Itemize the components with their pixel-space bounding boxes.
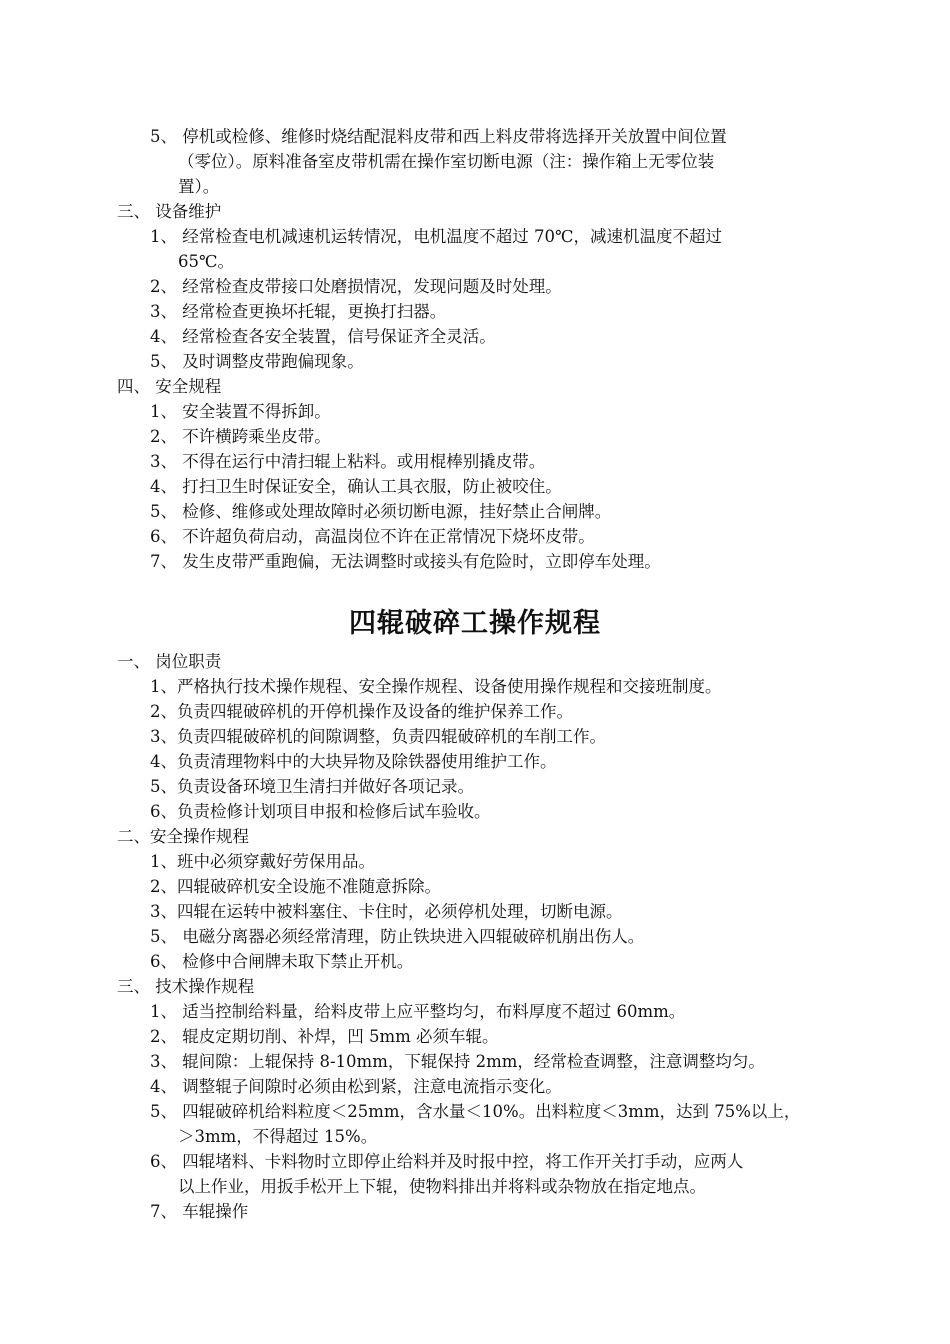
section-heading: 一、 岗位职责: [117, 652, 222, 671]
list-item-continuation: ＞3mm，不得超过 15%。: [178, 1127, 378, 1146]
list-item-continuation: （零位）。原料准备室皮带机需在操作室切断电源（注：操作箱上无零位装: [178, 152, 715, 171]
list-item: 2、负责四辊破碎机的开停机操作及设备的维护保养工作。: [150, 702, 573, 721]
list-item: 6、 检修中合闸牌未取下禁止开机。: [150, 952, 414, 971]
list-item-continuation: 以上作业，用扳手松开上下辊，使物料排出并将料或杂物放在指定地点。: [178, 1177, 706, 1196]
list-item: 6、 不许超负荷启动，高温岗位不许在正常情况下烧坏皮带。: [150, 527, 595, 546]
list-item: 5、 四辊破碎机给料粒度＜25mm，含水量＜10%。出料粒度＜3mm，达到 75%以上，: [150, 1102, 801, 1121]
list-item: 5、 停机或检修、维修时烧结配混料皮带和西上料皮带将选择开关放置中间位置: [150, 127, 727, 146]
list-item: 7、 车辊操作: [150, 1202, 249, 1221]
list-item: 3、 辊间隙：上辊保持 8-10mm，下辊保持 2mm，经常检查调整，注意调整均匀。: [150, 1052, 765, 1071]
list-item: 3、负责四辊破碎机的间隙调整，负责四辊破碎机的车削工作。: [150, 727, 606, 746]
list-item: 5、负责设备环境卫生清扫并做好各项记录。: [150, 777, 474, 796]
section-heading: 四、 安全规程: [117, 377, 222, 396]
list-item: 4、 打扫卫生时保证安全，确认工具衣服，防止被咬住。: [150, 477, 562, 496]
list-item: 7、 发生皮带严重跑偏，无法调整时或接头有危险时，立即停车处理。: [150, 552, 661, 571]
list-item-continuation: 置）。: [178, 177, 220, 196]
list-item: 3、 经常检查更换坏托辊，更换打扫器。: [150, 302, 447, 321]
list-item: 2、 不许横跨乘坐皮带。: [150, 427, 331, 446]
list-item: 3、 不得在运行中清扫辊上粘料。或用棍棒别撬皮带。: [150, 452, 546, 471]
section-heading: 三、 技术操作规程: [117, 977, 255, 996]
list-item: 5、 检修、维修或处理故障时必须切断电源，挂好禁止合闸牌。: [150, 502, 612, 521]
list-item: 5、 电磁分离器必须经常清理，防止铁块进入四辊破碎机崩出伤人。: [150, 927, 645, 946]
list-item: 1、班中必须穿戴好劳保用品。: [150, 852, 375, 871]
list-item: 1、 经常检查电机减速机运转情况，电机温度不超过 70℃，减速机温度不超过: [150, 227, 722, 246]
list-item: 5、 及时调整皮带跑偏现象。: [150, 352, 364, 371]
document-title: 四辊破碎工操作规程: [349, 608, 601, 639]
section-heading: 三、 设备维护: [117, 202, 222, 221]
list-item: 4、负责清理物料中的大块异物及除铁器使用维护工作。: [150, 752, 557, 771]
list-item: 1、 安全装置不得拆卸。: [150, 402, 331, 421]
list-item: 3、四辊在运转中被料塞住、卡住时，必须停机处理，切断电源。: [150, 902, 623, 921]
list-item: 2、 辊皮定期切削、补焊，凹 5mm 必须车辊。: [150, 1027, 499, 1046]
list-item: 2、四辊破碎机安全设施不准随意拆除。: [150, 877, 441, 896]
list-item: 1、严格执行技术操作规程、安全操作规程、设备使用操作规程和交接班制度。: [150, 677, 722, 696]
list-item: 4、 调整辊子间隙时必须由松到紧，注意电流指示变化。: [150, 1077, 562, 1096]
list-item: 2、 经常检查皮带接口处磨损情况，发现问题及时处理。: [150, 277, 562, 296]
list-item: 1、 适当控制给料量，给料皮带上应平整均匀，布料厚度不超过 60mm。: [150, 1002, 686, 1021]
list-item-continuation: 65℃。: [178, 252, 234, 271]
list-item: 4、 经常检查各安全装置，信号保证齐全灵活。: [150, 327, 496, 346]
section-heading: 二、安全操作规程: [117, 827, 249, 846]
list-item: 6、 四辊堵料、卡料物时立即停止给料并及时报中控，将工作开关打手动，应两人: [150, 1152, 744, 1171]
list-item: 6、负责检修计划项目申报和检修后试车验收。: [150, 802, 491, 821]
